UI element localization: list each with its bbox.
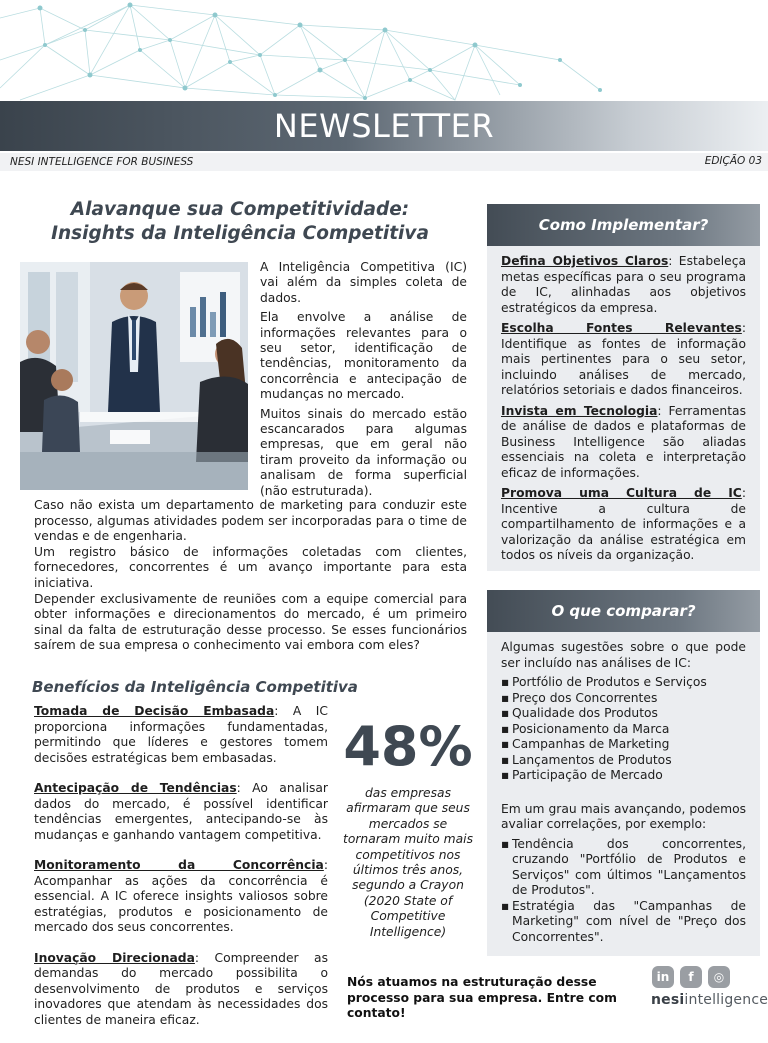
implement-text: : Incentive a cultura de compartilhamento de informações e a valorização da análise estratégica em todos os níveis da organização. [501,486,746,562]
instagram-icon[interactable]: ◎ [708,966,730,988]
benefits-list [34,704,328,1043]
banner-title: NEWSLETTER [273,107,495,145]
compare-list-item: ▪ Portfólio de Produtos e Serviços [501,675,746,691]
compare-list-item: ▪ Preço dos Concorrentes [501,691,746,707]
benefit-text: : Ao analisar dados do mercado, é possível identificar tendências emergentes, antecipando-se às mudanças e ganhando vantagem competitiva. [34,781,328,842]
intro-paragraph: Muitos sinais do mercado estão escancarados para algumas empresas, que em geral não tiram proveito da informação ou analisam de forma superficial (não estruturada). [260,406,467,498]
edition-label: EDIÇÃO 03 [704,155,762,167]
implement-item [501,404,746,482]
compare-list-item: ▪ Posicionamento da Marca [501,722,746,738]
correlation-item: ▪ Estratégia das "Campanhas de Marketing" com nível de "Preço dos Concorrentes". [501,899,746,946]
implement-panel [487,204,760,571]
call-to-action: Nós atuamos na estruturação desse processo para sua empresa. Entre com contato! [347,975,617,1021]
compare-list [501,675,746,784]
implement-term: Defina Objetivos Claros [501,254,669,268]
benefit-text: : Acompanhar as ações da concorrência é essencial. A IC oferece insights valiosos sobre estratégias, produtos e posicionamento de mercado dos seus concorrentes. [34,858,328,934]
benefit-item [34,858,328,936]
body-paragraph: Depender exclusivamente de reuniões com a equipe comercial para obter informações e direcionamentos do mercado, é um primeiro sinal da falta de estruturação desse processo. Se esses funcionários saírem de sua empresa o conhecimento vai embora com eles? [34,591,467,653]
stat-description: das empresas afirmaram que seus mercados se tornaram muito mais competitivos nos últimos três anos, segundo a Crayon (2020 State of Competitive Intelligence) [343,786,473,939]
implement-item [501,321,746,399]
benefit-item [34,781,328,843]
newsletter-banner [0,101,768,151]
compare-list-item: ▪ Campanhas de Marketing [501,737,746,753]
facebook-icon[interactable]: f [680,966,702,988]
body-paragraph: Caso não exista um departamento de marketing para conduzir este processo, algumas atividades podem ser incorporadas para o time de vendas e de engenharia. [34,498,467,544]
correlation-item: ▪ Tendência dos concorrentes, cruzando "Portfólio de Produtos e Serviços" com últimos "Lançamentos de Produtos". [501,837,746,899]
nesi-logo [651,992,768,1008]
implement-text: : Estabeleça metas específicas para o seu programa de IC, alinhadas aos objetivos estratégicos da empresa. [501,254,746,315]
implement-item [501,254,746,316]
body-paragraph: Um registro básico de informações coletadas com clientes, fornecedores, concorrentes é um avanço importante para esta iniciativa. [34,544,467,590]
benefit-item [34,704,328,766]
compare-panel [487,590,760,956]
benefit-text: : Compreender as demandas do mercado possibilita o desenvolvimento de produtos e serviços inovadores que atendam às necessidades dos clientes de maneira eficaz. [34,950,329,1027]
meeting-photo [20,262,248,490]
implement-term: Promova uma Cultura de IC [501,486,742,500]
stat-number: 48% [343,715,473,778]
benefit-term: Antecipação de Tendências [34,781,237,795]
benefit-term: Monitoramento da Concorrência [34,858,324,872]
article-headline: Alavanque sua Competitividade: Insights da Inteligência Competitiva [51,199,429,244]
benefit-text: : A IC proporciona informações fundamentadas, permitindo que líderes e gestores tomem decisões estratégicas bem embasadas. [34,704,328,765]
implement-term: Escolha Fontes Relevantes [501,321,742,335]
implement-text: : Ferramentas de análise de dados e plataformas de Business Intelligence são aliadas essenciais na coleta e interpretação eficaz de informações. [501,403,746,480]
social-links [652,966,730,988]
implement-item [501,486,746,564]
compare-title: O que comparar? [487,590,760,632]
logo-rest: intelligence [684,992,768,1008]
compare-intro-advanced: Em um grau mais avançando, podemos avaliar correlações, por exemplo: [501,801,746,831]
intro-paragraph: Ela envolve a análise de informações relevantes para o seu setor, identificação de tendências, monitoramento da concorrência e antecipação de mudanças no mercado. [260,310,467,402]
benefits-heading: Benefícios da Inteligência Competitiva [32,678,358,696]
implement-term: Invista em Tecnologia [501,403,658,418]
linkedin-icon[interactable]: in [652,966,674,988]
intro-column [260,260,467,503]
correlation-list [501,837,746,946]
network-graphic [0,0,768,102]
implement-title: Como Implementar? [487,204,760,246]
logo-bold: nesi [651,992,685,1008]
benefit-term: Tomada de Decisão Embasada [34,704,275,718]
benefit-item [34,951,328,1029]
sub-header-bar [0,153,768,171]
compare-list-item: ▪ Qualidade dos Produtos [501,706,746,722]
compare-list-item: ▪ Lançamentos de Produtos [501,753,746,769]
intro-paragraph: A Inteligência Competitiva (IC) vai além da simples coleta de dados. [260,260,467,305]
publisher-name: NESI INTELLIGENCE FOR BUSINESS [10,156,194,168]
compare-intro: Algumas sugestões sobre o que pode ser incluído nas análises de IC: [501,640,746,670]
compare-list-item: ▪ Participação de Mercado [501,768,746,784]
article-body [34,498,467,654]
implement-text: : Identifique as fontes de informação mais pertinentes para o seu setor, incluindo análises de mercado, relatórios setoriais e dados financeiros. [501,321,746,397]
benefit-term: Inovação Direcionada [34,950,195,965]
statistic-callout [340,716,476,940]
